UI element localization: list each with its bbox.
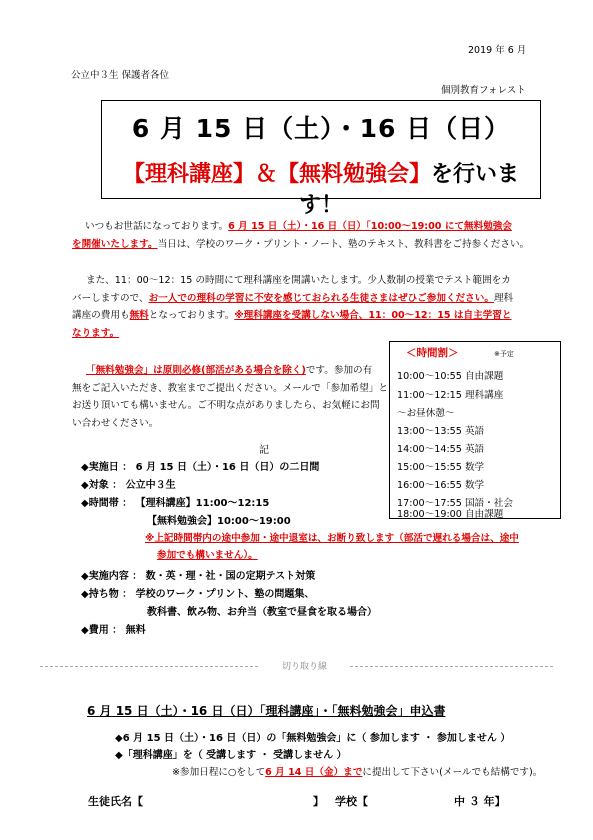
detail-belongings-2: 教科書、飲み物、お弁当（教室で昼食を取る場合）	[147, 607, 377, 618]
form-title: 6 月 15 日（土）・16 日（日）「理科講座」・「無料勉強会」申込書	[87, 704, 446, 718]
schedule-row: 15:00～15:55 数学	[397, 462, 485, 473]
form-school-label[interactable]: 学校【	[335, 795, 368, 808]
schedule-row: 16:00～16:55 数学	[397, 480, 485, 491]
form-name-close: 】	[313, 795, 324, 808]
form-deadline: 6 月 14 日（金）まで	[265, 767, 363, 778]
science-line-3b: となっております。	[148, 310, 235, 321]
science-line-2a: バーしますので、	[72, 292, 149, 304]
schedule-heading: ＜時間割＞	[406, 347, 459, 359]
form-notice	[172, 764, 542, 778]
science-line-1: また、11：00～12：15 の時間にて理科講座を開講いたします。少人数制の授業でテスト範囲をカ	[86, 275, 511, 286]
intro-belongings: 当日は、学校のワーク・プリント・ノート、塾のテキスト、教科書をご持参ください。	[157, 238, 530, 250]
science-self-study-note: ※理科講座を受講しない場合、11：00～12：15 は自主学習と	[234, 310, 512, 321]
detail-warning-1: ※上記時間帯内の途中参加・途中退室は、お断り致します（部活で遅れる場合は、途中	[145, 533, 519, 544]
schedule-row: 18:00～19:00 自由課題	[397, 509, 504, 520]
recipient: 公立中３生 保護者各位	[71, 70, 170, 81]
detail-time: ◆時間帯 ： 【理科講座】11:00～12:15	[81, 498, 270, 509]
intro-paragraph	[72, 218, 565, 253]
schedule-row: 11:00～12:15 理科講座	[397, 390, 504, 401]
study-line-2: 無をご記入いただき、教室までご提出ください。メールで「参加希望」と	[72, 382, 389, 394]
study-line-4: い合わせください。	[72, 417, 159, 429]
schedule-row: 17:00～17:55 国語・社会	[397, 498, 513, 509]
science-line-2b: 理科	[493, 292, 514, 304]
intro-greeting: いつもお世話になっております。	[85, 221, 229, 232]
detail-target: ◆対象 ： 公立中３生	[81, 480, 176, 491]
form-notice-b: に提出して下さい(メールでも結構です)。	[362, 767, 543, 778]
schedule-row: 13:00～13:55 英語	[397, 426, 485, 437]
science-line-2-red: お一人での理科の学習に不安を感じておられる生徒さまはぜひご参加ください。	[148, 292, 494, 304]
science-free: 無料	[129, 310, 149, 321]
schedule-box	[389, 341, 561, 519]
schedule-note: ※予定	[494, 350, 514, 358]
study-line-1: です。参加の有	[305, 365, 373, 376]
detail-date: ◆実施日 ： 6 月 15 日（土）・16 日（日）の二日間	[81, 462, 320, 473]
intro-event-notice: を開催いたします。	[72, 238, 158, 250]
sender: 個別教育フォレスト	[441, 85, 526, 96]
detail-fee: ◆費用 ： 無料	[81, 625, 146, 636]
science-paragraph	[72, 272, 562, 342]
form-q-study-session[interactable]: ◆6 月 15 日（土）・16 日（日）の「無料勉強会」に（ 参加します ・ 参加しません ）	[115, 733, 511, 744]
title-events-suffix: を行います！	[298, 162, 520, 218]
detail-time-2: 【無料勉強会】10:00～19:00	[147, 516, 291, 527]
issue-date: 2019 年 6 月	[468, 45, 527, 56]
title-events	[102, 157, 540, 219]
schedule-row: 10:00～10:55 自由課題	[397, 371, 504, 382]
study-session-paragraph	[72, 362, 392, 432]
detail-content: ◆実施内容 ： 数・英・理・社・国の定期テスト対策	[81, 571, 316, 582]
form-q-science[interactable]: ◆「理科講座」を（ 受講します ・ 受講しません ）	[115, 750, 347, 761]
intro-event-time: 6 月 15 日（土）・16 日（日）「10:00～19:00 にて無料勉強会	[228, 221, 512, 232]
title-dates: 6 月 15 日（土）・16 日（日）	[131, 114, 511, 143]
title-box	[101, 100, 541, 218]
detail-warning-2: 参加でも構いません）。	[157, 550, 258, 561]
science-line-3a: 講座の費用も	[72, 310, 130, 321]
study-line-3: お送り頂いても構いません。ご不明な点がありましたら、お気軽にお問	[72, 400, 380, 411]
detail-belongings: ◆持ち物 ： 学校のワーク・プリント、塾の問題集、	[81, 589, 315, 600]
study-session-required: 「無料勉強会」は原則必修(部活がある場合を除く)	[86, 365, 306, 376]
schedule-row: ～お昼休憩～	[397, 408, 455, 419]
form-grade: 中 ３ 年】	[454, 795, 506, 808]
science-line-4: なります。	[72, 327, 120, 339]
form-notice-a: ※参加日程に○をして	[172, 767, 266, 778]
schedule-row: 14:00～14:55 英語	[397, 444, 485, 455]
cut-line-label: 切り取り線	[260, 659, 349, 672]
form-student-name-label[interactable]: 生徒氏名【	[88, 795, 143, 808]
title-events-red: 【理科講座】＆【無料勉強会】	[122, 162, 431, 187]
ki-mark: 記	[259, 445, 269, 456]
